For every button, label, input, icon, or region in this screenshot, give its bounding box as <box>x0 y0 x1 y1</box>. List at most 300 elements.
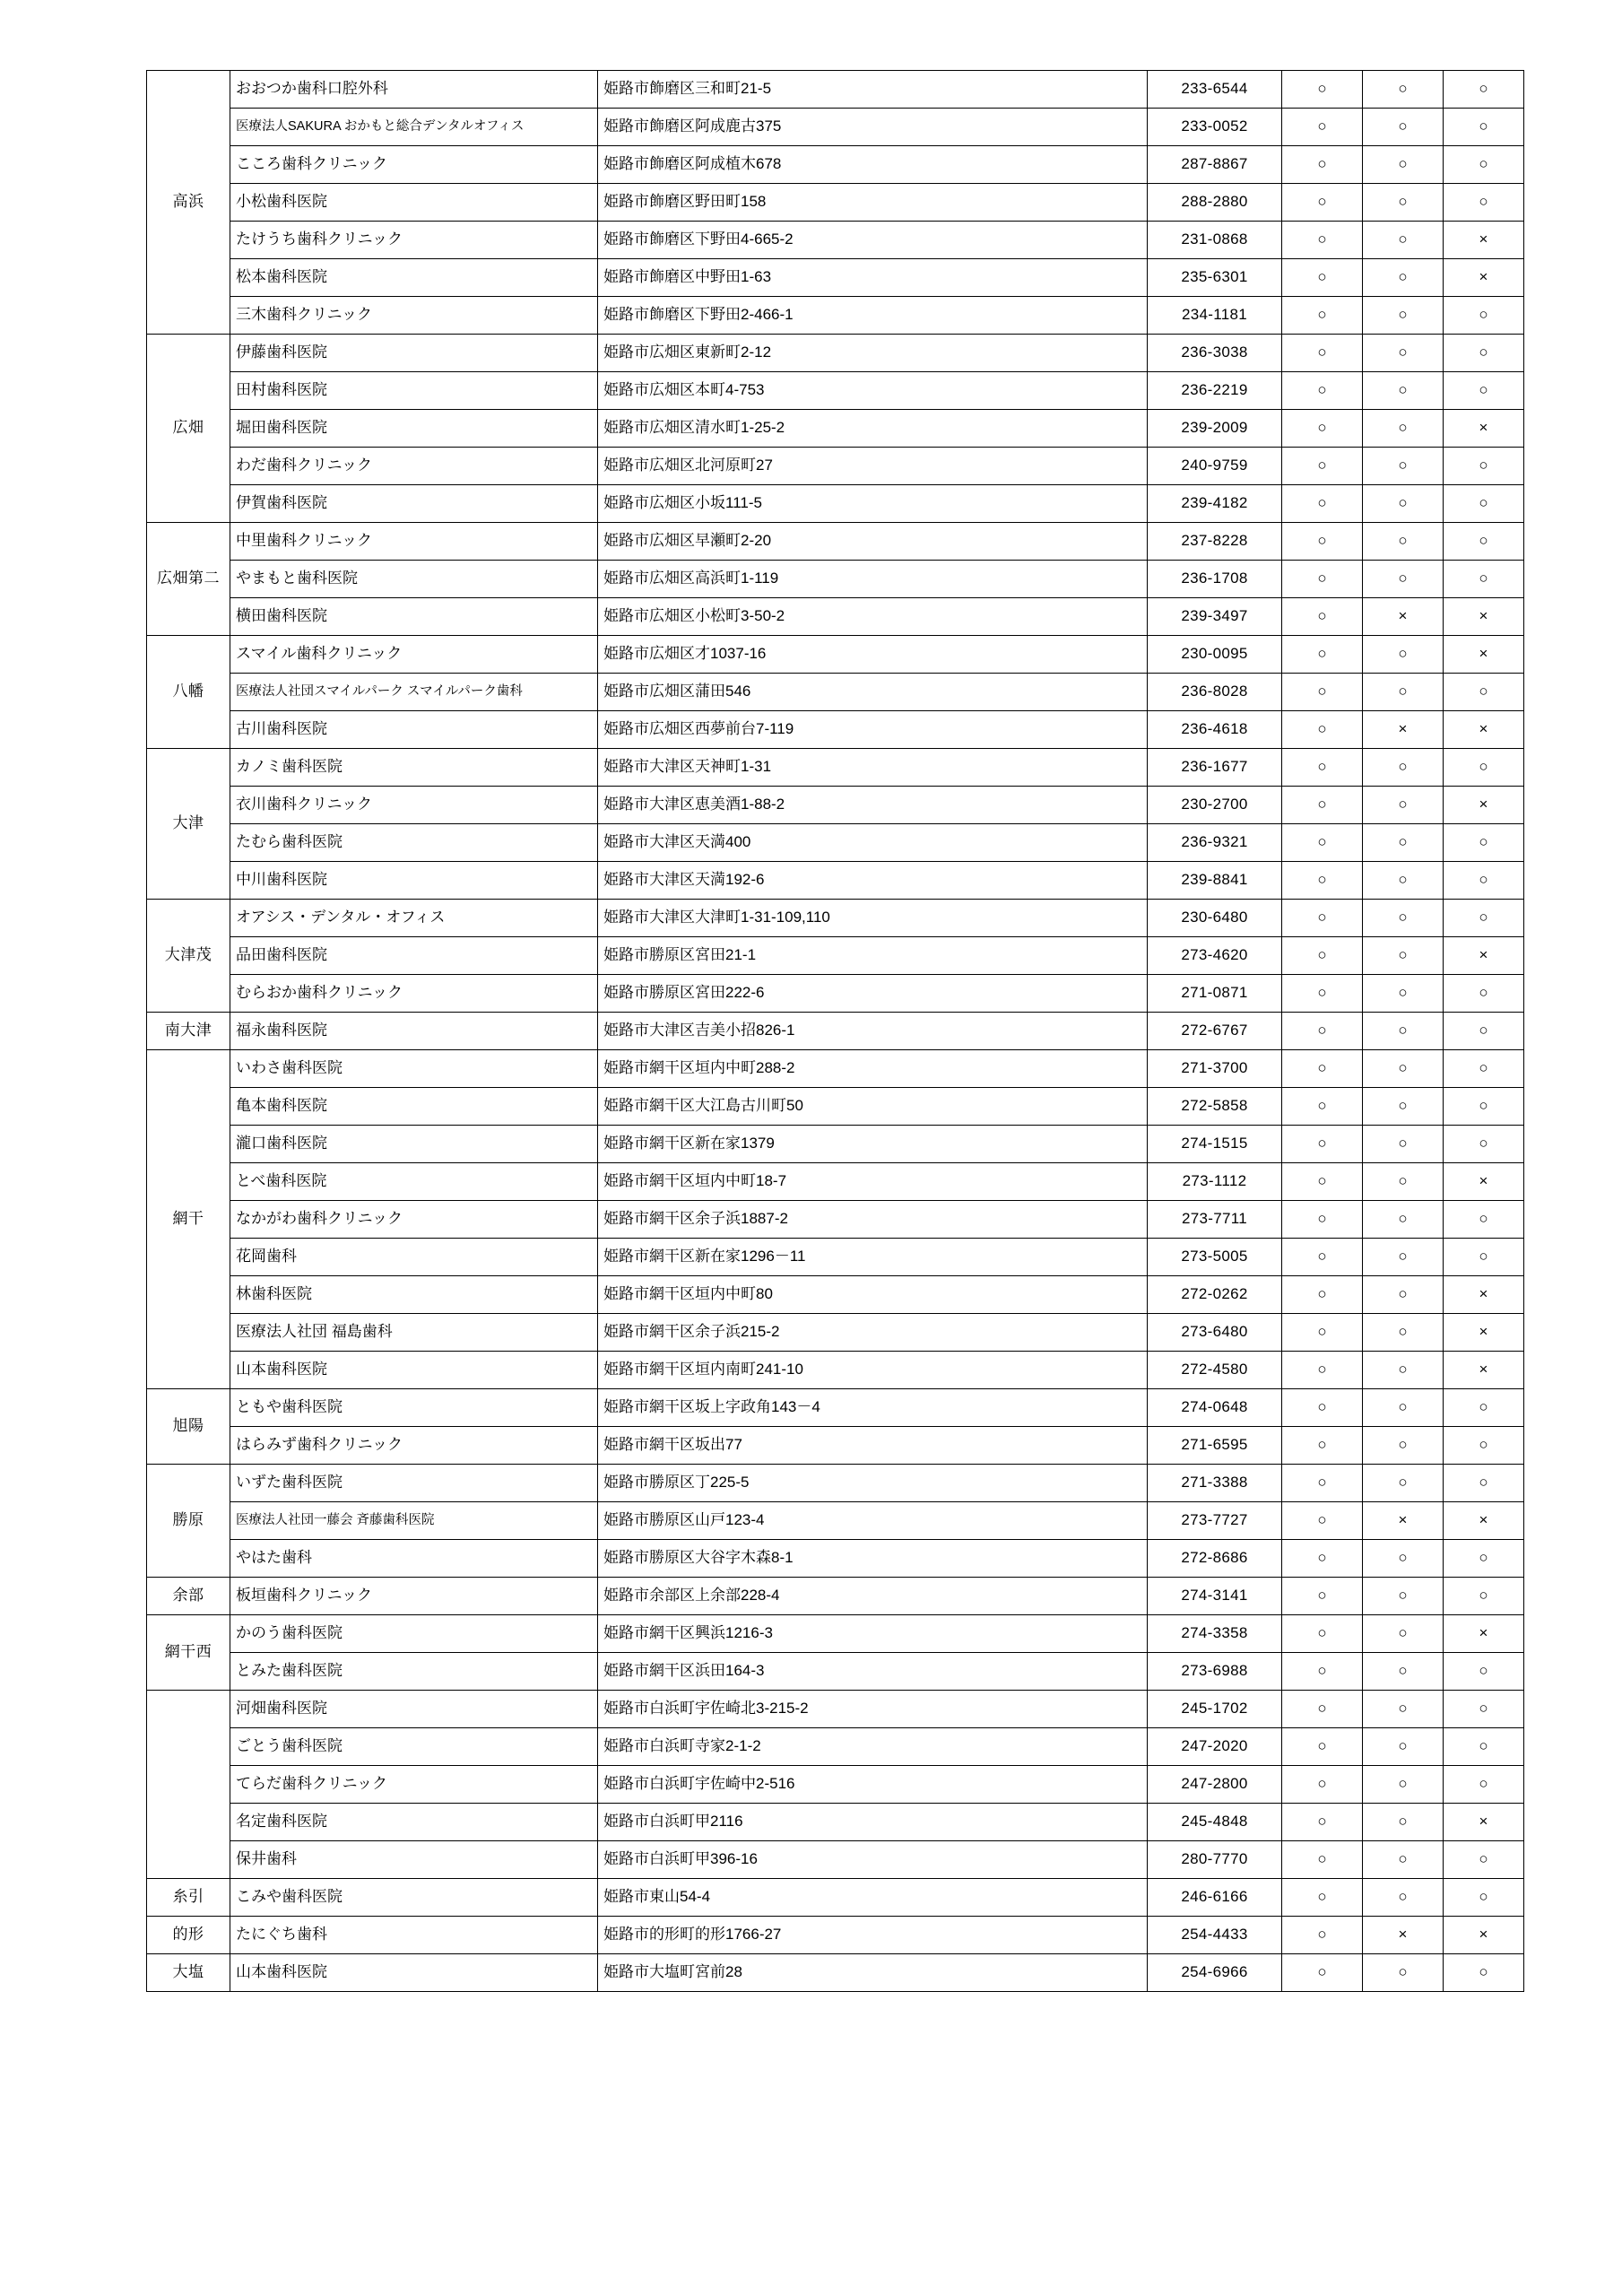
clinic-address-cell: 姫路市大津区大津町1-31-109,110 <box>598 900 1148 937</box>
mark-cell-3: ○ <box>1444 862 1524 900</box>
table-row <box>147 598 1524 636</box>
mark-cell-3: ○ <box>1444 71 1524 109</box>
table-row <box>147 749 1524 787</box>
clinic-name-cell: たにぐち歯科 <box>230 1917 598 1954</box>
clinic-address-cell: 姫路市広畑区本町4-753 <box>598 372 1148 410</box>
area-cell: 八幡 <box>147 636 230 749</box>
clinic-phone-cell: 273-7727 <box>1148 1502 1282 1540</box>
table-row <box>147 1389 1524 1427</box>
mark-cell-1: ○ <box>1282 1540 1363 1578</box>
mark-cell-1: ○ <box>1282 636 1363 674</box>
mark-cell-2: ○ <box>1363 561 1444 598</box>
mark-cell-2: × <box>1363 711 1444 749</box>
mark-cell-3: × <box>1444 410 1524 448</box>
clinic-name-cell: 伊藤歯科医院 <box>230 335 598 372</box>
table-row <box>147 146 1524 184</box>
clinic-address-cell: 姫路市広畑区早瀬町2-20 <box>598 523 1148 561</box>
clinic-phone-cell: 254-6966 <box>1148 1954 1282 1992</box>
clinic-name-cell: 林歯科医院 <box>230 1276 598 1314</box>
clinic-name-cell: 医療法人SAKURA おかもと総合デンタルオフィス <box>230 109 598 146</box>
clinic-address-cell: 姫路市広畑区小松町3-50-2 <box>598 598 1148 636</box>
mark-cell-1: ○ <box>1282 335 1363 372</box>
clinic-phone-cell: 231-0868 <box>1148 222 1282 259</box>
clinic-name-cell: やまもと歯科医院 <box>230 561 598 598</box>
clinic-phone-cell: 271-0871 <box>1148 975 1282 1013</box>
mark-cell-3: ○ <box>1444 1540 1524 1578</box>
mark-cell-2: × <box>1363 1917 1444 1954</box>
table-row <box>147 1578 1524 1615</box>
clinic-phone-cell: 233-0052 <box>1148 109 1282 146</box>
mark-cell-2: ○ <box>1363 1578 1444 1615</box>
mark-cell-1: ○ <box>1282 71 1363 109</box>
clinic-phone-cell: 273-6480 <box>1148 1314 1282 1352</box>
clinic-name-cell: 医療法人社団スマイルパーク スマイルパーク歯科 <box>230 674 598 711</box>
clinic-phone-cell: 236-4618 <box>1148 711 1282 749</box>
table-row <box>147 1917 1524 1954</box>
mark-cell-2: ○ <box>1363 1841 1444 1879</box>
table-row <box>147 109 1524 146</box>
clinic-name-cell: 山本歯科医院 <box>230 1954 598 1992</box>
clinic-address-cell: 姫路市網干区垣内南町241-10 <box>598 1352 1148 1389</box>
clinic-name-cell: てらだ歯科クリニック <box>230 1766 598 1804</box>
table-row <box>147 1804 1524 1841</box>
mark-cell-1: ○ <box>1282 1615 1363 1653</box>
clinic-name-cell: 中里歯科クリニック <box>230 523 598 561</box>
mark-cell-2: × <box>1363 1502 1444 1540</box>
mark-cell-1: ○ <box>1282 787 1363 824</box>
clinic-name-cell: ともや歯科医院 <box>230 1389 598 1427</box>
mark-cell-1: ○ <box>1282 1126 1363 1163</box>
table-row <box>147 1088 1524 1126</box>
table-row <box>147 1013 1524 1050</box>
mark-cell-1: ○ <box>1282 975 1363 1013</box>
clinic-address-cell: 姫路市網干区新在家1379 <box>598 1126 1148 1163</box>
mark-cell-3: ○ <box>1444 1691 1524 1728</box>
mark-cell-2: ○ <box>1363 1879 1444 1917</box>
mark-cell-1: ○ <box>1282 1239 1363 1276</box>
table-row <box>147 1954 1524 1992</box>
clinic-name-cell: 横田歯科医院 <box>230 598 598 636</box>
mark-cell-2: ○ <box>1363 636 1444 674</box>
table-row <box>147 561 1524 598</box>
mark-cell-2: ○ <box>1363 410 1444 448</box>
mark-cell-3: ○ <box>1444 900 1524 937</box>
clinic-address-cell: 姫路市東山54-4 <box>598 1879 1148 1917</box>
mark-cell-2: ○ <box>1363 297 1444 335</box>
mark-cell-1: ○ <box>1282 824 1363 862</box>
mark-cell-1: ○ <box>1282 109 1363 146</box>
table-row <box>147 636 1524 674</box>
mark-cell-2: ○ <box>1363 1276 1444 1314</box>
clinic-name-cell: 花岡歯科 <box>230 1239 598 1276</box>
mark-cell-2: ○ <box>1363 1540 1444 1578</box>
mark-cell-1: ○ <box>1282 1578 1363 1615</box>
table-row <box>147 674 1524 711</box>
mark-cell-3: ○ <box>1444 674 1524 711</box>
table-body <box>147 71 1524 1992</box>
clinic-address-cell: 姫路市広畑区蒲田546 <box>598 674 1148 711</box>
mark-cell-3: ○ <box>1444 335 1524 372</box>
clinic-address-cell: 姫路市広畑区西夢前台7-119 <box>598 711 1148 749</box>
clinic-phone-cell: 272-4580 <box>1148 1352 1282 1389</box>
mark-cell-2: ○ <box>1363 222 1444 259</box>
clinic-name-cell: おおつか歯科口腔外科 <box>230 71 598 109</box>
mark-cell-3: ○ <box>1444 1050 1524 1088</box>
mark-cell-1: ○ <box>1282 1841 1363 1879</box>
mark-cell-3: ○ <box>1444 1013 1524 1050</box>
area-cell: 南大津 <box>147 1013 230 1050</box>
clinic-phone-cell: 272-0262 <box>1148 1276 1282 1314</box>
table-row <box>147 1766 1524 1804</box>
mark-cell-3: ○ <box>1444 975 1524 1013</box>
mark-cell-2: ○ <box>1363 900 1444 937</box>
clinic-phone-cell: 247-2020 <box>1148 1728 1282 1766</box>
clinic-name-cell: 松本歯科医院 <box>230 259 598 297</box>
mark-cell-2: ○ <box>1363 937 1444 975</box>
clinic-address-cell: 姫路市広畑区小坂111-5 <box>598 485 1148 523</box>
mark-cell-3: × <box>1444 259 1524 297</box>
mark-cell-1: ○ <box>1282 1728 1363 1766</box>
clinic-address-cell: 姫路市飾磨区阿成植木678 <box>598 146 1148 184</box>
clinic-phone-cell: 233-6544 <box>1148 71 1282 109</box>
clinic-name-cell: 保井歯科 <box>230 1841 598 1879</box>
clinic-address-cell: 姫路市網干区大江島古川町50 <box>598 1088 1148 1126</box>
clinic-address-cell: 姫路市飾磨区下野田4-665-2 <box>598 222 1148 259</box>
clinic-address-cell: 姫路市勝原区山戸123-4 <box>598 1502 1148 1540</box>
area-cell: 高浜 <box>147 71 230 335</box>
clinic-name-cell: 山本歯科医院 <box>230 1352 598 1389</box>
mark-cell-2: ○ <box>1363 1389 1444 1427</box>
mark-cell-1: ○ <box>1282 1013 1363 1050</box>
mark-cell-2: ○ <box>1363 335 1444 372</box>
clinic-address-cell: 姫路市大津区恵美酒1-88-2 <box>598 787 1148 824</box>
mark-cell-2: ○ <box>1363 1427 1444 1465</box>
clinic-phone-cell: 274-3141 <box>1148 1578 1282 1615</box>
table-row <box>147 410 1524 448</box>
area-cell: 勝原 <box>147 1465 230 1578</box>
mark-cell-3: ○ <box>1444 1879 1524 1917</box>
area-cell: 広畑第二 <box>147 523 230 636</box>
mark-cell-1: ○ <box>1282 1427 1363 1465</box>
mark-cell-2: ○ <box>1363 862 1444 900</box>
mark-cell-2: ○ <box>1363 1653 1444 1691</box>
clinic-phone-cell: 234-1181 <box>1148 297 1282 335</box>
clinic-address-cell: 姫路市白浜町寺家2-1-2 <box>598 1728 1148 1766</box>
mark-cell-3: × <box>1444 937 1524 975</box>
area-cell: 大塩 <box>147 1954 230 1992</box>
table-row <box>147 1126 1524 1163</box>
clinic-name-cell: 板垣歯科クリニック <box>230 1578 598 1615</box>
mark-cell-3: × <box>1444 711 1524 749</box>
mark-cell-1: ○ <box>1282 222 1363 259</box>
clinic-phone-cell: 271-3700 <box>1148 1050 1282 1088</box>
mark-cell-3: ○ <box>1444 1201 1524 1239</box>
clinic-address-cell: 姫路市白浜町甲2116 <box>598 1804 1148 1841</box>
mark-cell-2: ○ <box>1363 1954 1444 1992</box>
mark-cell-1: ○ <box>1282 1314 1363 1352</box>
mark-cell-3: × <box>1444 1352 1524 1389</box>
clinic-address-cell: 姫路市広畑区高浜町1-119 <box>598 561 1148 598</box>
mark-cell-1: ○ <box>1282 937 1363 975</box>
mark-cell-3: × <box>1444 598 1524 636</box>
mark-cell-1: ○ <box>1282 485 1363 523</box>
mark-cell-1: ○ <box>1282 598 1363 636</box>
clinic-address-cell: 姫路市飾磨区野田町158 <box>598 184 1148 222</box>
mark-cell-1: ○ <box>1282 1691 1363 1728</box>
mark-cell-2: ○ <box>1363 1766 1444 1804</box>
clinic-phone-cell: 239-8841 <box>1148 862 1282 900</box>
clinic-address-cell: 姫路市勝原区宮田222-6 <box>598 975 1148 1013</box>
mark-cell-3: × <box>1444 1917 1524 1954</box>
clinic-name-cell: とみた歯科医院 <box>230 1653 598 1691</box>
mark-cell-2: ○ <box>1363 1050 1444 1088</box>
mark-cell-2: ○ <box>1363 1465 1444 1502</box>
clinic-address-cell: 姫路市広畑区東新町2-12 <box>598 335 1148 372</box>
mark-cell-1: ○ <box>1282 1088 1363 1126</box>
clinic-address-cell: 姫路市大津区吉美小招826-1 <box>598 1013 1148 1050</box>
mark-cell-3: ○ <box>1444 1427 1524 1465</box>
table-row <box>147 71 1524 109</box>
table-row <box>147 372 1524 410</box>
table-row <box>147 523 1524 561</box>
clinic-name-cell: ごとう歯科医院 <box>230 1728 598 1766</box>
mark-cell-3: ○ <box>1444 824 1524 862</box>
clinic-phone-cell: 245-4848 <box>1148 1804 1282 1841</box>
mark-cell-1: ○ <box>1282 259 1363 297</box>
clinic-address-cell: 姫路市網干区浜田164-3 <box>598 1653 1148 1691</box>
clinic-address-cell: 姫路市飾磨区三和町21-5 <box>598 71 1148 109</box>
clinic-name-cell: 衣川歯科クリニック <box>230 787 598 824</box>
clinic-name-cell: 河畑歯科医院 <box>230 1691 598 1728</box>
mark-cell-1: ○ <box>1282 1465 1363 1502</box>
table-row <box>147 862 1524 900</box>
mark-cell-3: × <box>1444 1314 1524 1352</box>
table-row <box>147 1540 1524 1578</box>
clinic-address-cell: 姫路市余部区上余部228-4 <box>598 1578 1148 1615</box>
clinic-name-cell: 医療法人社団 福島歯科 <box>230 1314 598 1352</box>
clinic-phone-cell: 271-3388 <box>1148 1465 1282 1502</box>
clinic-address-cell: 姫路市広畑区才1037-16 <box>598 636 1148 674</box>
clinic-address-cell: 姫路市勝原区大谷字木森8-1 <box>598 1540 1148 1578</box>
clinic-address-cell: 姫路市大津区天満400 <box>598 824 1148 862</box>
clinic-address-cell: 姫路市広畑区清水町1-25-2 <box>598 410 1148 448</box>
mark-cell-2: ○ <box>1363 1691 1444 1728</box>
clinic-name-cell: わだ歯科クリニック <box>230 448 598 485</box>
table-row <box>147 297 1524 335</box>
mark-cell-2: ○ <box>1363 674 1444 711</box>
mark-cell-2: ○ <box>1363 787 1444 824</box>
mark-cell-3: ○ <box>1444 1465 1524 1502</box>
area-cell: 的形 <box>147 1917 230 1954</box>
area-cell <box>147 1691 230 1879</box>
clinic-name-cell: 亀本歯科医院 <box>230 1088 598 1126</box>
mark-cell-3: ○ <box>1444 1653 1524 1691</box>
mark-cell-3: ○ <box>1444 146 1524 184</box>
clinic-address-cell: 姫路市飾磨区阿成鹿古375 <box>598 109 1148 146</box>
mark-cell-3: ○ <box>1444 523 1524 561</box>
mark-cell-3: ○ <box>1444 1126 1524 1163</box>
clinic-phone-cell: 273-4620 <box>1148 937 1282 975</box>
table-row <box>147 1841 1524 1879</box>
mark-cell-2: ○ <box>1363 1013 1444 1050</box>
clinic-phone-cell: 245-1702 <box>1148 1691 1282 1728</box>
clinic-phone-cell: 230-0095 <box>1148 636 1282 674</box>
mark-cell-1: ○ <box>1282 1276 1363 1314</box>
mark-cell-3: × <box>1444 1804 1524 1841</box>
clinic-address-cell: 姫路市網干区垣内中町80 <box>598 1276 1148 1314</box>
clinic-phone-cell: 247-2800 <box>1148 1766 1282 1804</box>
clinic-address-cell: 姫路市網干区坂出77 <box>598 1427 1148 1465</box>
area-cell: 旭陽 <box>147 1389 230 1465</box>
clinic-name-cell: なかがわ歯科クリニック <box>230 1201 598 1239</box>
clinic-address-cell: 姫路市白浜町宇佐崎中2-516 <box>598 1766 1148 1804</box>
mark-cell-3: ○ <box>1444 1239 1524 1276</box>
table-row <box>147 1314 1524 1352</box>
table-row <box>147 1239 1524 1276</box>
clinic-name-cell: 瀧口歯科医院 <box>230 1126 598 1163</box>
mark-cell-3: × <box>1444 1276 1524 1314</box>
mark-cell-2: ○ <box>1363 259 1444 297</box>
clinic-name-cell: たむら歯科医院 <box>230 824 598 862</box>
mark-cell-3: ○ <box>1444 749 1524 787</box>
clinic-name-cell: スマイル歯科クリニック <box>230 636 598 674</box>
clinic-address-cell: 姫路市的形町的形1766-27 <box>598 1917 1148 1954</box>
mark-cell-1: ○ <box>1282 674 1363 711</box>
mark-cell-1: ○ <box>1282 297 1363 335</box>
mark-cell-1: ○ <box>1282 862 1363 900</box>
clinic-phone-cell: 237-8228 <box>1148 523 1282 561</box>
table-row <box>147 900 1524 937</box>
clinic-address-cell: 姫路市白浜町宇佐崎北3-215-2 <box>598 1691 1148 1728</box>
table-row <box>147 1201 1524 1239</box>
table-row <box>147 222 1524 259</box>
clinic-name-cell: はらみず歯科クリニック <box>230 1427 598 1465</box>
table-row <box>147 1615 1524 1653</box>
mark-cell-2: ○ <box>1363 1615 1444 1653</box>
clinic-name-cell: 伊賀歯科医院 <box>230 485 598 523</box>
mark-cell-3: ○ <box>1444 297 1524 335</box>
table-row <box>147 824 1524 862</box>
clinic-phone-cell: 236-1677 <box>1148 749 1282 787</box>
mark-cell-1: ○ <box>1282 146 1363 184</box>
clinic-address-cell: 姫路市大塩町宮前28 <box>598 1954 1148 1992</box>
mark-cell-1: ○ <box>1282 1201 1363 1239</box>
clinic-phone-cell: 236-3038 <box>1148 335 1282 372</box>
mark-cell-3: ○ <box>1444 1954 1524 1992</box>
clinic-phone-cell: 273-6988 <box>1148 1653 1282 1691</box>
clinic-phone-cell: 236-9321 <box>1148 824 1282 862</box>
clinic-address-cell: 姫路市大津区天満192-6 <box>598 862 1148 900</box>
mark-cell-2: ○ <box>1363 749 1444 787</box>
mark-cell-2: ○ <box>1363 1728 1444 1766</box>
table-row <box>147 1879 1524 1917</box>
mark-cell-1: ○ <box>1282 410 1363 448</box>
clinic-name-cell: いずた歯科医院 <box>230 1465 598 1502</box>
clinic-name-cell: 名定歯科医院 <box>230 1804 598 1841</box>
mark-cell-2: ○ <box>1363 1201 1444 1239</box>
mark-cell-2: ○ <box>1363 1314 1444 1352</box>
mark-cell-2: × <box>1363 598 1444 636</box>
table-row <box>147 1163 1524 1201</box>
clinic-name-cell: 堀田歯科医院 <box>230 410 598 448</box>
clinic-address-cell: 姫路市網干区余子浜215-2 <box>598 1314 1148 1352</box>
clinic-address-cell: 姫路市網干区興浜1216-3 <box>598 1615 1148 1653</box>
mark-cell-1: ○ <box>1282 1879 1363 1917</box>
table-row <box>147 184 1524 222</box>
mark-cell-1: ○ <box>1282 1163 1363 1201</box>
mark-cell-1: ○ <box>1282 1766 1363 1804</box>
mark-cell-2: ○ <box>1363 109 1444 146</box>
area-cell: 大津茂 <box>147 900 230 1013</box>
mark-cell-3: ○ <box>1444 1088 1524 1126</box>
dental-clinic-table <box>146 70 1524 1992</box>
clinic-address-cell: 姫路市飾磨区下野田2-466-1 <box>598 297 1148 335</box>
area-cell: 糸引 <box>147 1879 230 1917</box>
mark-cell-3: ○ <box>1444 184 1524 222</box>
clinic-phone-cell: 274-0648 <box>1148 1389 1282 1427</box>
clinic-address-cell: 姫路市網干区坂上字政角143－4 <box>598 1389 1148 1427</box>
mark-cell-2: ○ <box>1363 1352 1444 1389</box>
mark-cell-1: ○ <box>1282 1502 1363 1540</box>
table-row <box>147 975 1524 1013</box>
clinic-phone-cell: 239-2009 <box>1148 410 1282 448</box>
clinic-phone-cell: 288-2880 <box>1148 184 1282 222</box>
clinic-phone-cell: 235-6301 <box>1148 259 1282 297</box>
mark-cell-3: ○ <box>1444 448 1524 485</box>
table-row <box>147 1502 1524 1540</box>
clinic-address-cell: 姫路市網干区垣内中町288-2 <box>598 1050 1148 1088</box>
clinic-phone-cell: 236-2219 <box>1148 372 1282 410</box>
clinic-phone-cell: 280-7770 <box>1148 1841 1282 1879</box>
table-row <box>147 1276 1524 1314</box>
mark-cell-2: ○ <box>1363 372 1444 410</box>
clinic-name-cell: とべ歯科医院 <box>230 1163 598 1201</box>
clinic-phone-cell: 230-6480 <box>1148 900 1282 937</box>
clinic-phone-cell: 274-1515 <box>1148 1126 1282 1163</box>
mark-cell-1: ○ <box>1282 711 1363 749</box>
mark-cell-2: ○ <box>1363 824 1444 862</box>
clinic-phone-cell: 273-7711 <box>1148 1201 1282 1239</box>
area-cell: 大津 <box>147 749 230 900</box>
mark-cell-1: ○ <box>1282 1954 1363 1992</box>
mark-cell-3: ○ <box>1444 485 1524 523</box>
clinic-name-cell: カノミ歯科医院 <box>230 749 598 787</box>
clinic-name-cell: こころ歯科クリニック <box>230 146 598 184</box>
clinic-address-cell: 姫路市網干区新在家1296－11 <box>598 1239 1148 1276</box>
table-row <box>147 711 1524 749</box>
mark-cell-2: ○ <box>1363 448 1444 485</box>
mark-cell-3: ○ <box>1444 1841 1524 1879</box>
table-row <box>147 335 1524 372</box>
mark-cell-3: ○ <box>1444 561 1524 598</box>
mark-cell-3: × <box>1444 1615 1524 1653</box>
mark-cell-2: ○ <box>1363 1163 1444 1201</box>
mark-cell-3: ○ <box>1444 109 1524 146</box>
mark-cell-2: ○ <box>1363 523 1444 561</box>
mark-cell-3: × <box>1444 1163 1524 1201</box>
clinic-phone-cell: 273-1112 <box>1148 1163 1282 1201</box>
area-cell: 網干 <box>147 1050 230 1389</box>
clinic-name-cell: 中川歯科医院 <box>230 862 598 900</box>
clinic-name-cell: 医療法人社団一藤会 斉藤歯科医院 <box>230 1502 598 1540</box>
table-row <box>147 1465 1524 1502</box>
clinic-phone-cell: 236-8028 <box>1148 674 1282 711</box>
mark-cell-1: ○ <box>1282 1917 1363 1954</box>
clinic-phone-cell: 272-8686 <box>1148 1540 1282 1578</box>
mark-cell-2: ○ <box>1363 1088 1444 1126</box>
clinic-name-cell: こみや歯科医院 <box>230 1879 598 1917</box>
mark-cell-2: ○ <box>1363 485 1444 523</box>
